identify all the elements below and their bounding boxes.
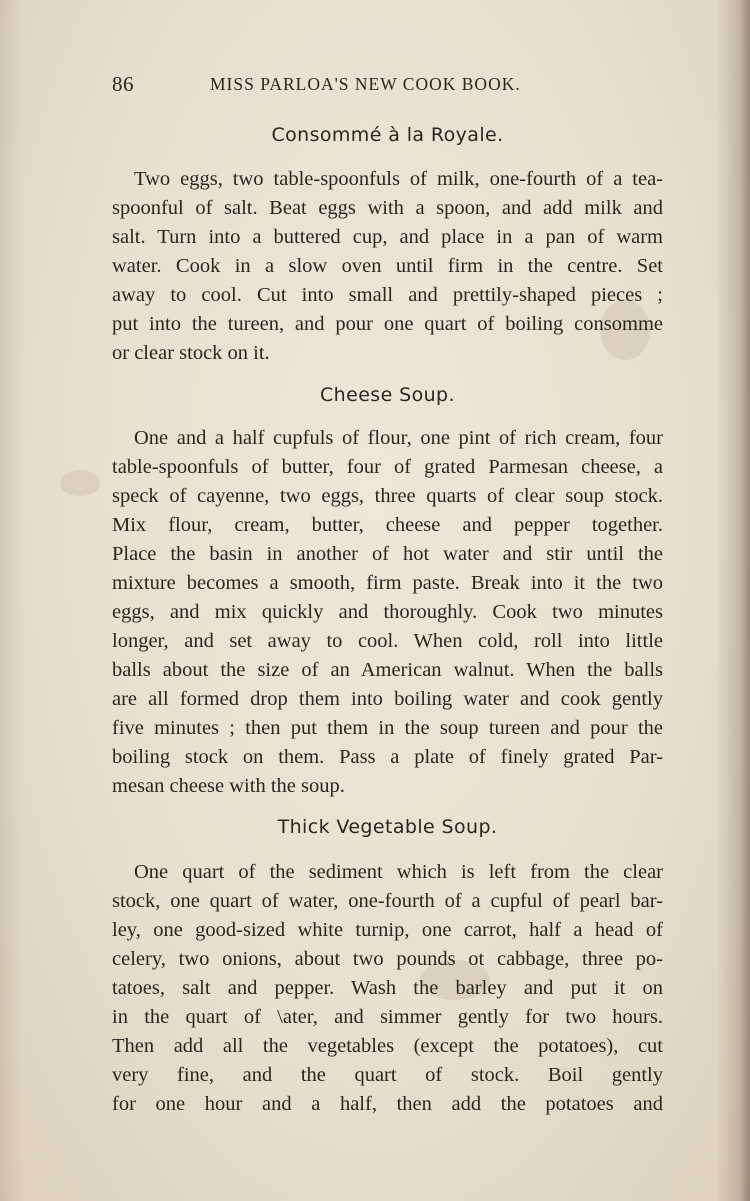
text-line: Place the basin in another of hot water and stir until the [112,543,663,565]
text-line: mesan cheese with the soup. [112,775,345,797]
text-line: table-spoonfuls of butter, four of grated Parmesan cheese, a [112,456,663,478]
text-line: water. Cook in a slow oven until firm in the centre. Set [112,255,663,277]
text-line: ley, one good-sized white turnip, one carrot, half a head of [112,919,663,941]
paper-stain [60,470,100,496]
text-line: very fine, and the quart of stock. Boil gently [112,1064,663,1086]
text-line: eggs, and mix quickly and thoroughly. Cook two minutes [112,601,663,623]
text-line: are all formed drop them into boiling water and cook gently [112,688,663,710]
text-line: celery, two onions, about two pounds ot cabbage, three po- [112,948,663,970]
text-line: Two eggs, two table-spoonfuls of milk, one-fourth of a tea- [134,168,663,190]
text-line: spoonful of salt. Beat eggs with a spoon, and add milk and [112,197,663,219]
recipe-text-consomme [112,165,663,368]
text-line: Mix flour, cream, butter, cheese and pepper together. [112,514,663,536]
text-line: Then add all the vegetables (except the potatoes), cut [112,1035,663,1057]
text-line: boiling stock on them. Pass a plate of finely grated Par- [112,746,663,768]
text-line: for one hour and a half, then add the potatoes and [112,1093,663,1115]
recipe-text-cheese-soup [112,424,663,801]
text-line: speck of cayenne, two eggs, three quarts of clear soup stock. [112,485,663,507]
text-line: put into the tureen, and pour one quart of boiling consomme [112,313,663,335]
text-line: or clear stock on it. [112,342,270,364]
book-title: MISS PARLOA'S NEW COOK BOOK. [210,74,521,94]
text-line: five minutes ; then put them in the soup tureen and pour the [112,717,663,739]
text-line: mixture becomes a smooth, firm paste. Break into it the two [112,572,663,594]
recipe-heading-vegetable-soup: Thick Vegetable Soup. [277,816,498,838]
text-line: One quart of the sediment which is left from the clear [134,861,663,883]
running-head [112,72,592,102]
recipe-heading-cheese-soup: Cheese Soup. [320,384,455,406]
page-number: 86 [112,72,134,96]
text-line: away to cool. Cut into small and prettily-shaped pieces ; [112,284,663,306]
recipe-heading-consomme: Consommé à la Royale. [271,124,504,146]
text-line: longer, and set away to cool. When cold, roll into little [112,630,663,652]
recipe-text-vegetable-soup [112,858,663,1119]
text-line: salt. Turn into a buttered cup, and place in a pan of warm [112,226,663,248]
text-line: stock, one quart of water, one-fourth of a cupful of pearl bar- [112,890,663,912]
text-line: tatoes, salt and pepper. Wash the barley and put it on [112,977,663,999]
text-line: balls about the size of an American walnut. When the balls [112,659,663,681]
text-line: One and a half cupfuls of flour, one pint of rich cream, four [134,427,663,449]
text-line: in the quart of \ater, and simmer gently for two hours. [112,1006,663,1028]
